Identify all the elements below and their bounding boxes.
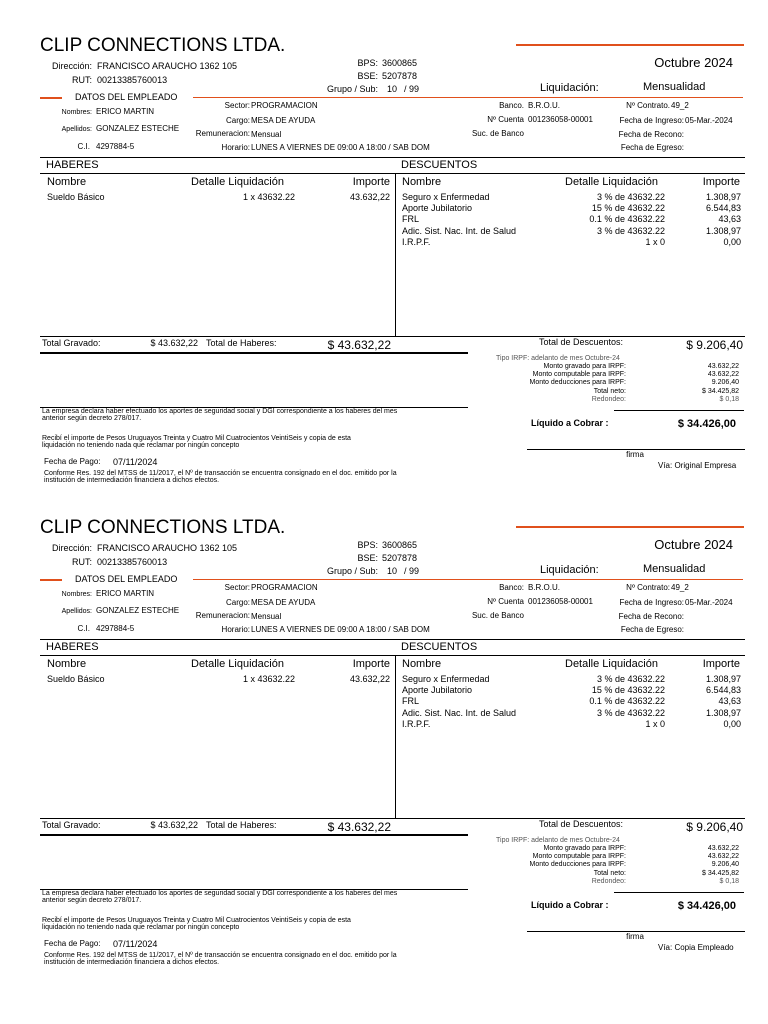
company-name: CLIP CONNECTIONS LTDA. [40, 35, 286, 56]
employee-accent-mark [40, 97, 62, 99]
fecha-pago-label: Fecha de Pago: [44, 457, 101, 466]
firma-label: firma [626, 450, 644, 459]
grupo-value: 10 [387, 84, 398, 94]
rut-label: RUT: [72, 557, 92, 567]
cuenta-label: Nº Cuenta [487, 597, 524, 606]
haber-nombre: Sueldo Básico [47, 674, 105, 684]
address-label: Dirección: [51, 61, 92, 71]
period: Octubre 2024 [654, 55, 733, 70]
haberes-title: HABERES [46, 159, 99, 171]
descuento-detalle: 0.1 % de 43632.22 [589, 214, 665, 225]
descuento-nombre: I.R.P.F. [402, 718, 431, 729]
haberes-col-importe: Importe [352, 176, 390, 188]
horario-value: LUNES A VIERNES DE 09:00 A 18:00 / SAB DOM [251, 625, 430, 634]
ingreso-value: 05-Mar.-2024 [685, 598, 733, 607]
egreso-label: Fecha de Egreso: [620, 625, 684, 634]
contrato-value: 49_2 [671, 583, 689, 592]
liquido-label: Líquido a Cobrar : [531, 418, 609, 428]
total-gravado-value: $ 43.632,22 [150, 338, 198, 348]
total-haberes-value: $ 43.632,22 [327, 338, 391, 352]
employee-header-line [193, 579, 743, 580]
sub-value: / 99 [404, 84, 420, 94]
period: Octubre 2024 [654, 537, 733, 552]
descuento-detalle: 3 % de 43632.22 [596, 707, 665, 718]
irpf-value: 43.632,22 [707, 371, 739, 379]
declaration-text: La empresa declara haber efectuado los aportes de seguridad social y DGI correspondiente a los haberes del mes anterior según decreto 278/017. [42, 408, 398, 422]
descuento-detalle: 3 % de 43632.22 [596, 192, 665, 202]
apellidos-label: Apellidos: [61, 608, 92, 615]
haberes-col-nombre: Nombre [47, 176, 87, 188]
irpf-value: 43.632,22 [707, 845, 739, 852]
total-gravado-label: Total Gravado: [42, 820, 101, 830]
payslip [0, 482, 768, 964]
irpf-label: Monto deducciones para IRPF: [529, 861, 626, 869]
bps-label: BPS: [357, 540, 378, 550]
descuento-importe: 1.308,97 [705, 225, 741, 236]
cargo-label: Cargo: [225, 598, 250, 607]
cargo-value: MESA DE AYUDA [251, 598, 316, 607]
totals-bottom-line [40, 834, 468, 836]
received-text: Recibí el importe de Pesos Uruguayos Treinta y Cuatro Mil Cuatrocientos VeintiSeis y copia de esta liquidación no teniendo nada que reclamar por ningún concepto [42, 917, 351, 931]
ci-label: C.I. [77, 142, 90, 151]
total-gravado-label: Total Gravado: [42, 338, 101, 348]
table-top-line [40, 157, 745, 158]
ingreso-label: Fecha de Ingreso: [619, 598, 684, 607]
remuneracion-label: Remuneracion: [195, 611, 250, 620]
remuneracion-label: Remuneracion: [195, 129, 250, 138]
irpf-value: $ 34.425,82 [702, 387, 739, 395]
header-accent-line [516, 44, 744, 46]
haber-importe: 43.632,22 [349, 192, 390, 202]
rut-value: 00213385760013 [97, 557, 168, 567]
sucursal-label: Suc. de Banco [471, 129, 524, 138]
haber-nombre: Sueldo Básico [47, 192, 105, 202]
irpf-label: Monto gravado para IRPF: [543, 363, 626, 370]
sector-label: Sector: [224, 101, 250, 110]
descuento-detalle: 3 % de 43632.22 [596, 674, 665, 684]
bps-value: 3600865 [382, 58, 418, 68]
descuentos-title: DESCUENTOS [401, 641, 478, 653]
conforme-text: Conforme Res. 192 del MTSS de 11/2017, el Nº de transacción se encuentra consignado en el doc. emitido por la institución de intermediación financiera a dichos efectos. [44, 470, 397, 484]
apellidos-value: GONZALEZ ESTECHE [96, 606, 180, 615]
haberes-title: HABERES [46, 641, 99, 653]
ci-value: 4297884-5 [96, 142, 135, 151]
cargo-label: Cargo: [225, 116, 250, 125]
descuento-importe: 1.308,97 [705, 707, 741, 718]
descuento-nombre: Aporte Jubilatorio [402, 685, 473, 696]
descuento-importe: 6.544,83 [705, 203, 741, 214]
contrato-label: Nº Contrato: [626, 583, 670, 592]
header-accent-line [516, 526, 744, 528]
remuneracion-value: Mensual [251, 130, 282, 139]
fecha-pago-value: 07/11/2024 [113, 939, 158, 949]
sector-label: Sector: [224, 583, 250, 592]
irpf-line [614, 410, 744, 411]
banco-label: Banco: [499, 583, 524, 592]
cargo-value: MESA DE AYUDA [251, 116, 316, 125]
descuentos-col-importe: Importe [702, 658, 740, 670]
descuentos-col-nombre: Nombre [402, 176, 442, 188]
total-haberes-label: Total de Haberes: [206, 820, 277, 830]
rut-value: 00213385760013 [97, 75, 168, 85]
irpf-value: 43.632,22 [707, 363, 739, 370]
table-title-line [40, 655, 745, 656]
table-top-line [40, 639, 745, 640]
remuneracion-value: Mensual [251, 612, 282, 621]
haberes-col-detalle: Detalle Liquidación [191, 658, 284, 670]
descuento-detalle: 0.1 % de 43632.22 [589, 696, 665, 707]
contrato-value: 49_2 [671, 101, 689, 110]
cuenta-value: 001236058-00001 [528, 597, 593, 606]
irpf-value: 9.206,40 [711, 379, 739, 387]
received-text: Recibí el importe de Pesos Uruguayos Treinta y Cuatro Mil Cuatrocientos VeintiSeis y copia de esta liquidación no teniendo nada que reclamar por ningún concepto [42, 435, 351, 449]
ingreso-value: 05-Mar.-2024 [685, 116, 733, 125]
descuento-detalle: 15 % de 43632.22 [591, 203, 665, 214]
descuento-nombre: Adic. Sist. Nac. Int. de Salud [402, 707, 517, 718]
irpf-value: $ 0,18 [719, 395, 739, 403]
contrato-label: Nº Contrato. [626, 101, 670, 110]
descuentos-title: DESCUENTOS [401, 159, 478, 171]
grupo-label: Grupo / Sub: [326, 566, 378, 576]
sector-value: PROGRAMACION [251, 583, 318, 592]
table-title-line [40, 173, 745, 174]
irpf-label: Monto computable para IRPF: [532, 853, 626, 861]
total-descuentos-label: Total de Descuentos: [539, 337, 624, 347]
apellidos-label: Apellidos: [61, 126, 92, 133]
irpf-value: 9.206,40 [711, 861, 739, 869]
descuento-importe: 6.544,83 [705, 685, 741, 696]
nombres-value: ERICO MARTIN [96, 589, 155, 598]
liquidacion-label: Liquidación: [540, 564, 599, 576]
totals-top-line [40, 818, 745, 819]
address-value: FRANCISCO ARAUCHO 1362 105 [97, 543, 238, 553]
apellidos-value: GONZALEZ ESTECHE [96, 124, 180, 133]
nombres-label: Nombres: [61, 109, 92, 116]
descuento-nombre: Adic. Sist. Nac. Int. de Salud [402, 225, 517, 236]
nombres-label: Nombres: [61, 591, 92, 598]
egreso-label: Fecha de Egreso: [620, 143, 684, 152]
bse-label: BSE: [357, 553, 378, 563]
grupo-value: 10 [387, 566, 398, 576]
descuento-importe: 0,00 [723, 236, 741, 247]
banco-value: B.R.O.U. [528, 583, 561, 592]
declaration-text: La empresa declara haber efectuado los aportes de seguridad social y DGI correspondiente a los haberes del mes anterior según decreto 278/017. [42, 890, 398, 904]
descuento-nombre: Aporte Jubilatorio [402, 203, 473, 214]
irpf-label: Total neto: [593, 387, 626, 395]
table-divider [395, 655, 396, 818]
irpf-label: Redondeo: [591, 395, 626, 403]
cuenta-value: 001236058-00001 [528, 115, 593, 124]
descuento-nombre: Seguro x Enfermedad [402, 674, 490, 684]
total-haberes-value: $ 43.632,22 [327, 820, 391, 834]
liquidacion-value: Mensualidad [643, 81, 706, 93]
descuento-importe: 43,63 [718, 696, 741, 707]
ci-label: C.I. [77, 624, 90, 633]
via-label: Vía: Original Empresa [658, 461, 737, 470]
descuento-importe: 1.308,97 [705, 674, 741, 684]
descuento-detalle: 15 % de 43632.22 [591, 685, 665, 696]
reconocimiento-label: Fecha de Recono: [618, 130, 684, 139]
descuento-detalle: 3 % de 43632.22 [596, 225, 665, 236]
descuentos-col-importe: Importe [702, 176, 740, 188]
payslip [0, 0, 768, 482]
horario-label: Horario: [221, 143, 250, 152]
grupo-label: Grupo / Sub: [326, 84, 378, 94]
reconocimiento-label: Fecha de Recono: [618, 612, 684, 621]
haberes-col-nombre: Nombre [47, 658, 87, 670]
total-haberes-label: Total de Haberes: [206, 338, 277, 348]
irpf-label: Total neto: [593, 869, 626, 877]
firma-label: firma [626, 932, 644, 941]
total-descuentos-value: $ 9.206,40 [686, 820, 743, 834]
sub-value: / 99 [404, 566, 420, 576]
irpf-value: 43.632,22 [707, 853, 739, 861]
ci-value: 4297884-5 [96, 624, 135, 633]
bse-value: 5207878 [382, 553, 418, 563]
liquidacion-label: Liquidación: [540, 82, 599, 94]
totals-top-line [40, 336, 745, 337]
fecha-pago-label: Fecha de Pago: [44, 939, 101, 948]
bse-label: BSE: [357, 71, 378, 81]
banco-label: Banco. [499, 101, 524, 110]
banco-value: B.R.O.U. [528, 101, 561, 110]
via-label: Vía: Copia Empleado [658, 943, 734, 952]
liquido-value: $ 34.426,00 [677, 418, 736, 430]
ingreso-label: Fecha de Ingreso: [619, 116, 684, 125]
irpf-value: $ 0,18 [719, 877, 739, 885]
company-name: CLIP CONNECTIONS LTDA. [40, 517, 286, 538]
rut-label: RUT: [72, 75, 92, 85]
liquido-value: $ 34.426,00 [677, 900, 736, 912]
address-value: FRANCISCO ARAUCHO 1362 105 [97, 61, 238, 71]
employee-header-line [193, 97, 743, 98]
conforme-text: Conforme Res. 192 del MTSS de 11/2017, el Nº de transacción se encuentra consignado en el doc. emitido por la institución de intermediación financiera a dichos efectos. [44, 952, 397, 966]
irpf-label: Monto computable para IRPF: [532, 371, 626, 379]
irpf-tipo: Tipo IRPF: adelanto de mes Octubre-24 [496, 355, 620, 362]
liquido-label: Líquido a Cobrar : [531, 900, 609, 910]
totals-bottom-line [40, 352, 468, 354]
haberes-col-importe: Importe [352, 658, 390, 670]
sucursal-label: Suc. de Banco [471, 611, 524, 620]
haber-importe: 43.632,22 [349, 674, 390, 684]
descuento-importe: 43,63 [718, 214, 741, 225]
nombres-value: ERICO MARTIN [96, 107, 155, 116]
employee-section-header: DATOS DEL EMPLEADO [75, 92, 178, 102]
total-descuentos-value: $ 9.206,40 [686, 338, 743, 352]
descuento-detalle: 1 x 0 [645, 718, 665, 729]
liquidacion-value: Mensualidad [643, 563, 706, 575]
descuento-nombre: I.R.P.F. [402, 236, 431, 247]
bps-label: BPS: [357, 58, 378, 68]
bse-value: 5207878 [382, 71, 418, 81]
employee-accent-mark [40, 579, 62, 581]
haberes-col-detalle: Detalle Liquidación [191, 176, 284, 188]
irpf-label: Monto deducciones para IRPF: [529, 379, 626, 387]
descuento-detalle: 1 x 0 [645, 236, 665, 247]
descuentos-col-nombre: Nombre [402, 658, 442, 670]
address-label: Dirección: [51, 543, 92, 553]
cuenta-label: Nº Cuenta [487, 115, 524, 124]
descuento-nombre: FRL [402, 696, 420, 707]
horario-value: LUNES A VIERNES DE 09:00 A 18:00 / SAB DOM [251, 143, 430, 152]
haber-detalle: 1 x 43632.22 [242, 192, 295, 202]
irpf-label: Monto gravado para IRPF: [543, 845, 626, 852]
descuento-nombre: FRL [402, 214, 420, 225]
descuento-importe: 0,00 [723, 718, 741, 729]
irpf-value: $ 34.425,82 [702, 869, 739, 877]
table-divider [395, 173, 396, 336]
descuentos-col-detalle: Detalle Liquidación [565, 658, 658, 670]
total-gravado-value: $ 43.632,22 [150, 820, 198, 830]
descuento-nombre: Seguro x Enfermedad [402, 192, 490, 202]
employee-section-header: DATOS DEL EMPLEADO [75, 574, 178, 584]
fecha-pago-value: 07/11/2024 [113, 457, 158, 467]
irpf-label: Redondeo: [591, 877, 626, 885]
sector-value: PROGRAMACION [251, 101, 318, 110]
horario-label: Horario: [221, 625, 250, 634]
irpf-line [614, 892, 744, 893]
descuentos-col-detalle: Detalle Liquidación [565, 176, 658, 188]
bps-value: 3600865 [382, 540, 418, 550]
total-descuentos-label: Total de Descuentos: [539, 819, 624, 829]
irpf-tipo: Tipo IRPF: adelanto de mes Octubre-24 [496, 837, 620, 844]
haber-detalle: 1 x 43632.22 [242, 674, 295, 684]
descuento-importe: 1.308,97 [705, 192, 741, 202]
